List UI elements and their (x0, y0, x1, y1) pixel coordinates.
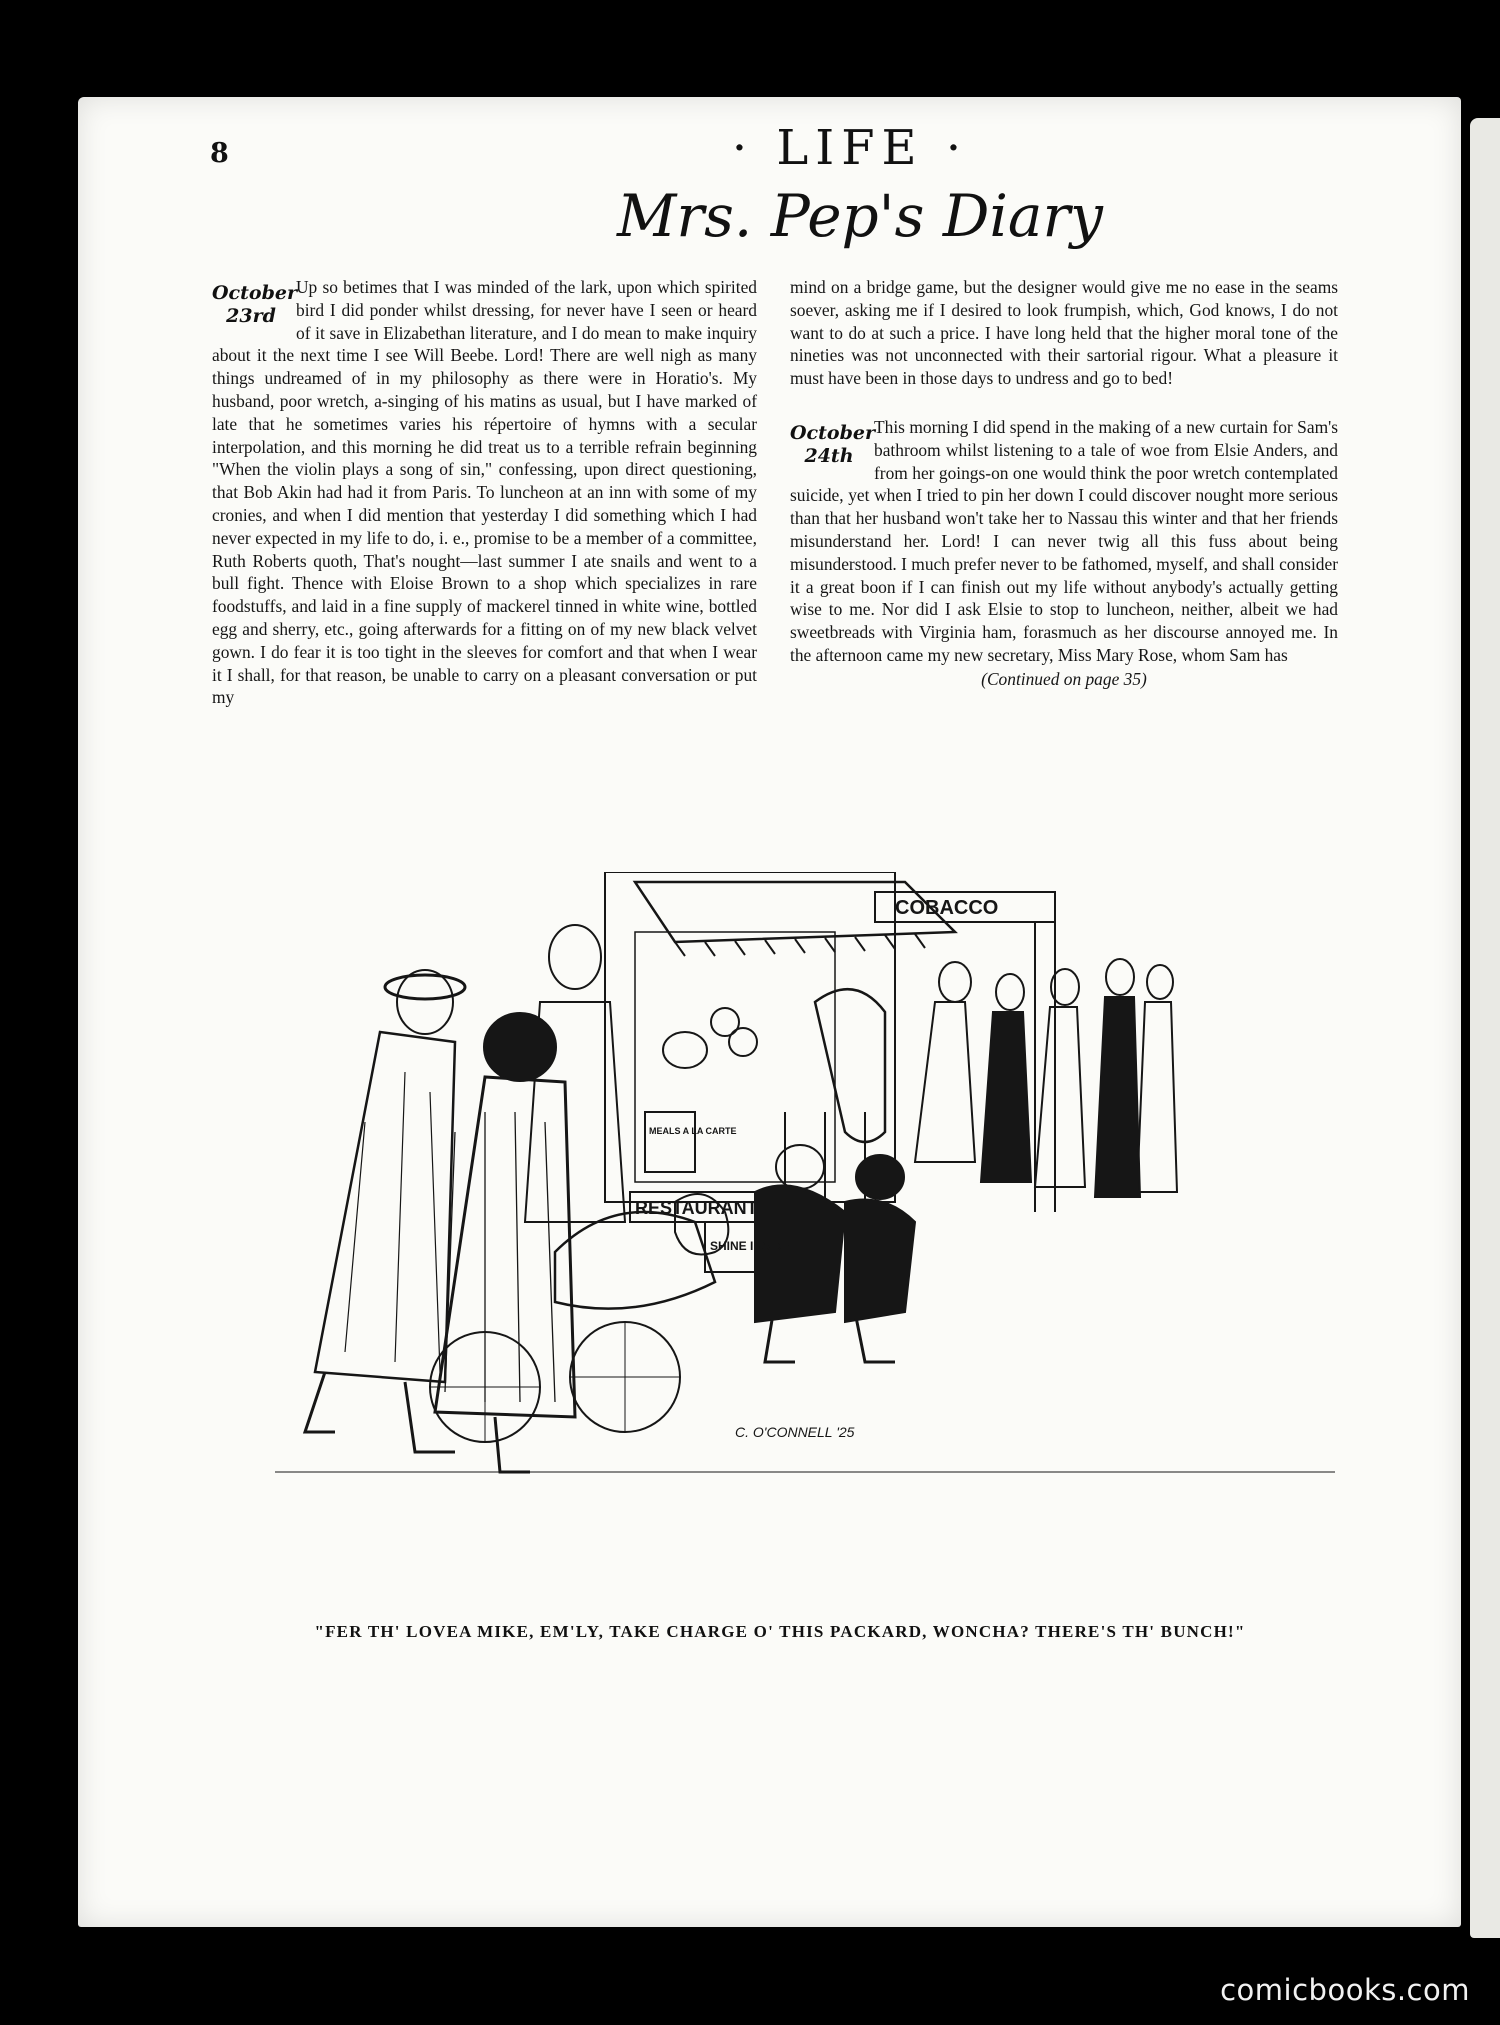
text-column-left (212, 276, 757, 709)
ink-sketch-lines (275, 872, 1335, 1472)
shine-sign-text: SHINE INSIDE (710, 1239, 791, 1253)
entry-date-oct-23 (212, 282, 297, 328)
illustration-drawing (255, 872, 1345, 1492)
article-title: Mrs. Pep's Diary (617, 182, 1103, 250)
entry-text-oct-23-continued: mind on a bridge game, but the designer would give me no ease in the seams soever, asking me if I desired to look frumpish, which, God knows, I do not want to do at such a price. I have long held that the higher moral tone of the nineties was not unconnected with their sartorial rigour. What a pleasure it must have been in those days to undress and go to bed! (790, 277, 1338, 389)
entry-date-day: 23rd (226, 305, 276, 327)
entry-date-month: October (212, 282, 297, 304)
entry-date-month: October (790, 421, 875, 444)
entry-text-oct-24: This morning I did spend in the making of a new curtain for Sam's bathroom whilst listening to a tale of woe from Elsie Anders, and from her goings-on one would think the poor wretch contemplated suicide, yet when I tried to pin her down I could discover nought more serious than that her husband won't take her to Nassau this winter and that her friends misunderstand her. Lord! I can never twig all this fuss about being misunderstood. I much prefer never to be fathomed, myself, and shall consider it a great boon if I can finish out my life without anybody's actually getting wise to me. Nor did I ask Elsie to stop to luncheon, neither, albeit we had sweetbreads with Virginia ham, forasmuch as her discourse annoyed me. In the afternoon came my new secretary, Miss Mary Rose, whom Sam has (790, 416, 1338, 665)
entry-date-oct-24 (790, 421, 875, 468)
woman-in-fur-coat (435, 1013, 575, 1472)
storefront-frame (605, 872, 895, 1202)
restaurant-sign-text: RESTAURANT (635, 1198, 758, 1218)
artist-signature: C. O'CONNELL '25 (735, 1424, 855, 1440)
street-scene-illustration (255, 872, 1345, 1492)
menu-sign-text: MEALS A LA CARTE (649, 1126, 737, 1136)
crowd-right (915, 959, 1177, 1197)
text-column-right (790, 276, 1338, 691)
site-watermark: comicbooks.com (1220, 1973, 1470, 2007)
next-page-edge (1470, 118, 1500, 1938)
continued-note: (Continued on page 35) (981, 668, 1147, 689)
page-number: 8 (210, 138, 229, 169)
entry-date-day: 24th (804, 444, 854, 467)
entry-text-oct-23: Up so betimes that I was minded of the lark, upon which spirited bird I did ponder whilst dressing, for never have I seen or heard of it save in Elizabethan literature, and I do mean to make inquiry about it the next time I see Will Beebe. Lord! There are well nigh as many things undreamed of in my philosophy as there were in Horatio's. My husband, poor wretch, a-singing of his matins as usual, but I have marked of late that he sometimes varies his répertoire of hymns with a secular interpolation, and this morning he did treat us to a terrible refrain beginning "When the violin plays a song of sin," confessing, upon direct questioning, that Bob Akin had had it from Paris. To luncheon at an inn with some of my cronies, and when I did mention that yesterday I did something which I had never expected in my life to do, i. e., promise to be a member of a committee, Ruth Roberts quoth, That's nought—last summer I ate snails and went to a bull fight. Thence with Eloise Brown to a shop which specializes in rare foodstuffs, and laid in a fine supply of mackerel tinned in white wine, bottled egg and sherry, etc., going afterwards for a fitting on of my new black velvet gown. I do fear it is too tight in the sleeves for comfort and that when I wear it I shall, for that reason, be unable to carry on a pleasant conversation or put my (212, 277, 757, 708)
menu-card (645, 1112, 695, 1172)
masthead: · LIFE · (731, 120, 969, 176)
storefront-sign-text: COBACCO (895, 897, 999, 919)
entry-spacer (790, 390, 1338, 416)
cartoon-caption: "FER TH' LOVEA MIKE, EM'LY, TAKE CHARGE O' THIS PACKARD, WONCHA? THERE'S TH' BUNCH!" (314, 1622, 1246, 1641)
